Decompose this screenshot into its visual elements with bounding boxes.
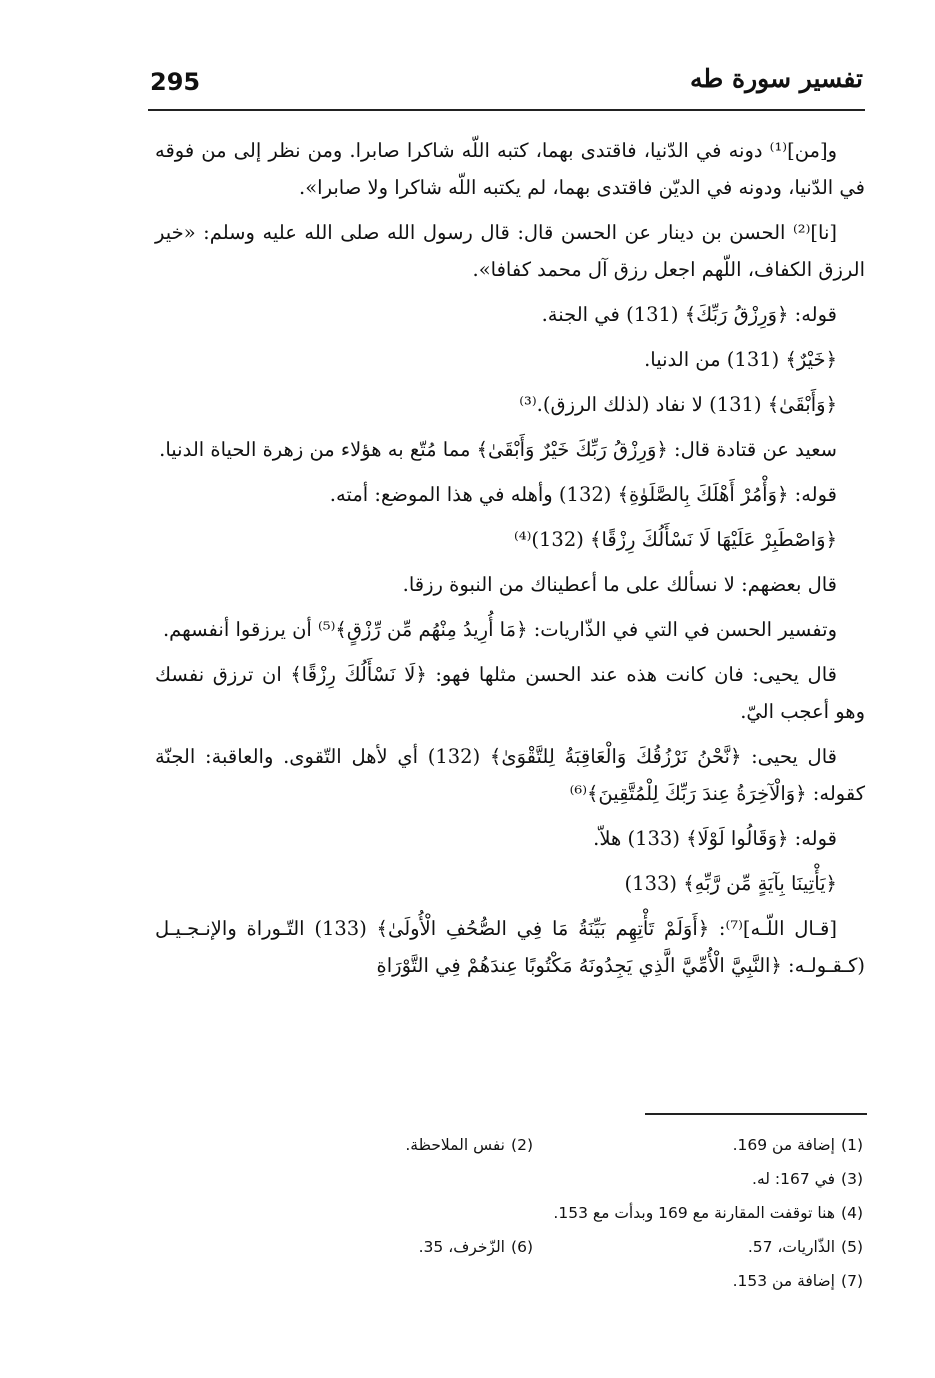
paragraph: وتفسير الحسن في التي في الذّاريات: ﴿مَا أُرِيدُ مِنْهُم مِّن رِّزْقٍ﴾⁽⁵⁾ أن يرزقوا أنفسهم. [162,618,837,641]
paragraph: [نا]⁽²⁾ الحسن بن دينار عن الحسن قال: قال رسول الله صلى الله عليه وسلم: «خير الرزق الكفاف، اللّهم اجعل رزق آل محمد كفافا». [155,221,865,281]
footnote-number: (1) [841,1136,863,1154]
footnote-row [150,1264,869,1298]
page-number: 295 [150,68,201,96]
paragraph: قال بعضهم: لا نسألك على ما أعطيناك من النبوة رزقا. [402,573,837,596]
header-divider [148,109,865,111]
paragraph: قوله: ﴿وَقَالُوا لَوْلَا﴾ (133) هلاّ. [593,827,837,850]
footnote-number: (2) [511,1136,533,1154]
paragraph: قوله: ﴿وَرِزْقُ رَبِّكَ﴾ (131) في الجنة. [541,303,837,326]
footnote-number: (3) [841,1170,863,1188]
footnote-text: هنا توقفت المقارنة مع 169 وبدأت مع 153. [553,1204,835,1222]
paragraph: سعيد عن قتادة قال: ﴿وَرِزْقُ رَبِّكَ خَيْرٌ وَأَبْقَىٰ﴾ مما مُتّع به هؤلاء من زهرة الحياة الدنيا. [159,438,837,461]
main-text [155,132,865,992]
paragraph: ﴿وَأَبْقَىٰ﴾ (131) لا نفاد (لذلك الرزق).⁽³⁾ [519,393,837,416]
paragraph: و[من]⁽¹⁾ دونه في الدّنيا، فاقتدى بهما، كتبه اللّه شاكرا صابرا. ومن نظر إلى من فوقه في الدّنيا، ودونه في الديّن فاقتدى بهما، لم يكتبه اللّه شاكرا ولا صابرا». [155,139,865,199]
footnote-text: الذّاريات، 57. [747,1238,835,1256]
footnote-row [150,1162,869,1196]
footnote-row [150,1196,869,1230]
paragraph: [قـال اللّـه]⁽⁷⁾: ﴿أَوَلَمْ تَأْتِهِم بَيِّنَةُ مَا فِي الصُّحُفِ الْأُولَىٰ﴾ (133) التّـوراة والإنـجـيـل (كـقـولـه: ﴿النَّبِيَّ الْأُمِّيَّ الَّذِي يَجِدُونَهُ مَكْتُوبًا عِندَهُمْ فِي التَّوْرَاةِ [155,917,865,977]
footnote-number: (4) [841,1204,863,1222]
page-header-title: تفسير سورة طه [690,64,863,93]
paragraph: ﴿وَاصْطَبِرْ عَلَيْهَا لَا نَسْأَلُكَ رِزْقًا﴾ (132)⁽⁴⁾ [513,528,837,551]
footnote-divider [645,1113,867,1115]
footnote-text: في 167: له. [752,1170,835,1188]
paragraph: قوله: ﴿وَأْمُرْ أَهْلَكَ بِالصَّلَوٰةِ﴾ (132) وأهله في هذا الموضع: أمته. [329,483,837,506]
footnotes [150,1128,869,1298]
footnote-number: (6) [511,1238,533,1256]
footnote-row [150,1128,869,1162]
footnote-number: (7) [841,1272,863,1290]
footnote-text: إضافة من 153. [732,1272,835,1290]
paragraph: قال يحيى: فان كانت هذه عند الحسن مثلها فهو: ﴿لَا نَسْأَلُكَ رِزْقًا﴾ ان ترزق نفسك وهو أعجب اليّ. [155,663,865,723]
footnote-text: نفس الملاحظة. [405,1136,505,1154]
footnote-text: إضافة من 169. [732,1136,835,1154]
footnote-number: (5) [841,1238,863,1256]
footnote-text: الزّخرف، 35. [418,1238,505,1256]
footnote-row [150,1230,869,1264]
paragraph: ﴿خَيْرٌ﴾ (131) من الدنيا. [644,348,837,371]
paragraph: ﴿يَأْتِينَا بِآيَةٍ مِّن رَّبِّهِ﴾ (133) [624,872,837,895]
paragraph: قال يحيى: ﴿نَّحْنُ نَرْزُقُكَ وَالْعَاقِبَةُ لِلتَّقْوَىٰ﴾ (132) أي لأهل التّقوى. والعاقبة: الجنّة كقوله: ﴿وَالْآخِرَةُ عِندَ رَبِّكَ لِلْمُتَّقِينَ﴾⁽⁶⁾ [155,745,865,805]
